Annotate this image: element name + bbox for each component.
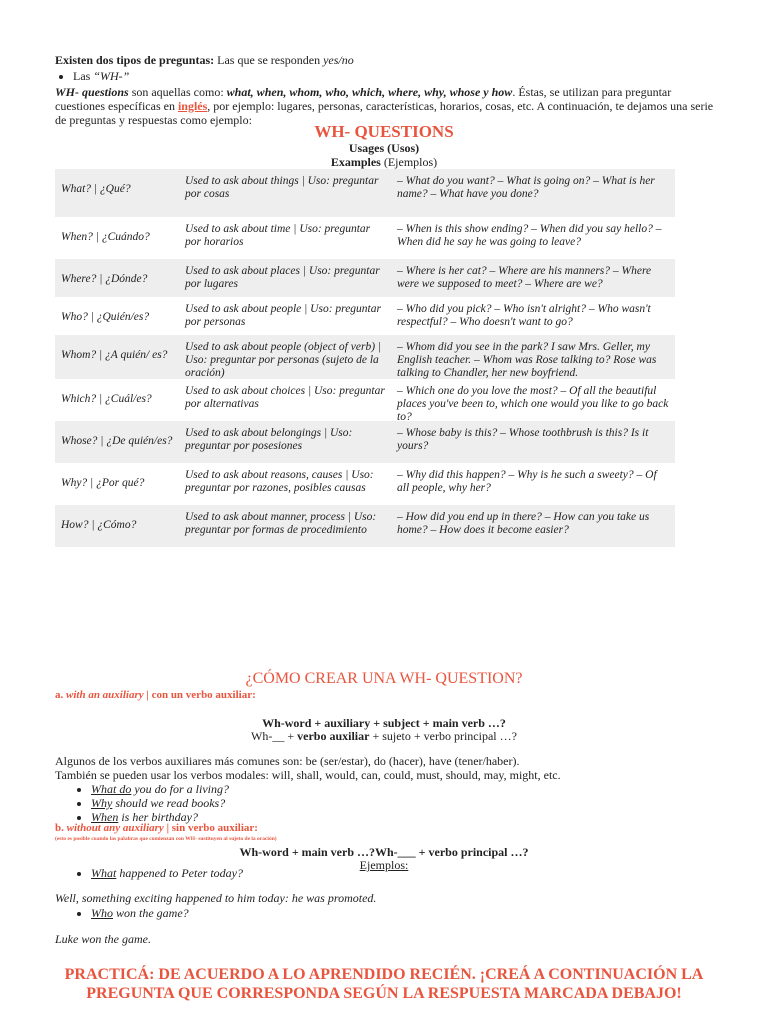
table-cell-usage: Used to ask about reasons, causes | Uso: preguntar por razones, posibles causas	[185, 469, 374, 494]
table-row	[55, 217, 675, 259]
examples-label: Examples (Ejemplos)	[330, 155, 438, 169]
table-cell-example: – When is this show ending? – When did you say hello? – When did he say he was going to leave?	[397, 223, 662, 248]
section-b-note: (esto es posible cuando las palabras que comienzan con WH- sustituyen al sujeto de la oración)	[55, 836, 277, 842]
example-1-answer: Well, something exciting happened to him today: he was promoted.	[55, 891, 377, 905]
intro-paragraph: WH- questions son aquellas como: what, when, whom, who, which, where, why, whose y how. Éstas, se utilizan para preguntar cuestiones específicas en inglés, por ejemplo: lugares, personas, características, horarios, cosas, etc. A continuación, te dejamos una serie de preguntas y respuestas como ejemplo:	[55, 85, 714, 127]
section-a-title: a. with an auxiliary | con un verbo auxiliar:	[55, 689, 256, 701]
table-row	[55, 169, 675, 217]
table-row	[55, 297, 675, 335]
table-cell-example: – Whom did you see in the park? I saw Mrs. Geller, my English teacher. – Whom was Rose talking to? Rose was talking to Chandler, her new boyfriend.	[391, 335, 675, 379]
table-cell-word: What? | ¿Qué?	[55, 169, 179, 217]
wh-table	[55, 169, 675, 547]
example-2-question: • Who won the game?	[55, 906, 189, 921]
auxiliaries-block	[55, 754, 720, 824]
example-2-answer: Luke won the game.	[55, 932, 151, 946]
ingles-link[interactable]: inglés	[177, 99, 208, 113]
table-cell-usage: Used to ask about places | Uso: preguntar por lugares	[179, 259, 391, 297]
table-cell-usage: Used to ask about time | Uso: preguntar por horarios	[185, 223, 371, 248]
table-row	[55, 421, 675, 463]
example-1-question: • What happened to Peter today?	[55, 866, 243, 881]
aux-examples-list	[91, 782, 720, 824]
table-cell-usage: Used to ask about people (object of verb) | Uso: preguntar por personas (sujeto de la oración)	[179, 335, 391, 379]
table-cell-example: – Who did you pick? – Who isn't alright? – Who wasn't respectful? – Who doesn't want to go?	[397, 303, 651, 328]
aux-line-1: Algunos de los verbos auxiliares más comunes son: be (ser/estar), do (hacer), have (tener/haber).	[55, 754, 520, 768]
table-row	[55, 259, 675, 297]
intro-bullet: • Las “WH-”	[73, 69, 720, 83]
list-item: • Why should we read books?	[91, 796, 720, 810]
formula-a-es: Wh-__ + verbo auxiliar + sujeto + verbo principal …?	[251, 729, 517, 743]
section-b-title: b. without any auxiliary | sin verbo auxiliar:	[55, 822, 258, 834]
usages-label: Usages (Usos)	[348, 141, 420, 155]
table-cell-usage: Used to ask about people | Uso: preguntar por personas	[185, 303, 381, 328]
table-cell-example: – Whose baby is this? – Whose toothbrush is this? Is it yours?	[391, 421, 675, 463]
table-cell-example: – Which one do you love the most? – Of all the beautiful places you've been to, which one would you like to go back to?	[397, 385, 669, 423]
table-cell-usage: Used to ask about things | Uso: preguntar por cosas	[179, 169, 391, 217]
table-cell-example: – Where is her cat? – Where are his manners? – Where were we supposed to meet? – Where are we?	[391, 259, 675, 297]
table-cell-usage: Used to ask about choices | Uso: preguntar por alternativas	[185, 385, 385, 410]
table-cell-example: – What do you want? – What is going on? – What is her name? – What have you done?	[391, 169, 675, 217]
practica-heading: PRACTICÁ: DE ACUERDO A LO APRENDIDO RECIÉN. ¡CREÁ A CONTINUACIÓN LA PREGUNTA QUE CORRESPONDA SEGÚN LA RESPUESTA MARCADA DEBAJO!	[64, 966, 704, 1002]
table-row	[55, 463, 675, 505]
table-cell-example: – How did you end up in there? – How can you take us home? – How does it become easier?	[391, 505, 675, 547]
aux-line-2: También se pueden usar los verbos modales: will, shall, would, can, could, must, should, may, might, etc.	[55, 768, 561, 782]
formula-a-en: Wh-word + auxiliary + subject + main verb …?	[262, 716, 506, 730]
table-cell-word: Why? | ¿Por qué?	[61, 477, 145, 489]
list-item: • When is her birthday?	[91, 810, 720, 824]
como-crear-heading: ¿CÓMO CREAR UNA WH- QUESTION?	[245, 670, 523, 687]
intro-lead: Existen dos tipos de preguntas: Las que se responden yes/no	[55, 53, 354, 67]
table-cell-word: Whose? | ¿De quién/es?	[55, 421, 179, 463]
table-row	[55, 505, 675, 547]
wh-questions-heading: WH- QUESTIONS	[314, 122, 454, 141]
ejemplos-label: Ejemplos:	[359, 858, 409, 872]
table-cell-example: – Why did this happen? – Why is he such a sweety? – Of all people, why her?	[397, 469, 657, 494]
table-row	[55, 379, 675, 421]
table-cell-usage: Used to ask about manner, process | Uso: preguntar por formas de procedimiento	[179, 505, 391, 547]
table-cell-word: Who? | ¿Quién/es?	[61, 311, 150, 323]
table-cell-word: When? | ¿Cuándo?	[61, 231, 150, 243]
table-cell-usage: Used to ask about belongings | Uso: preguntar por posesiones	[179, 421, 391, 463]
table-cell-word: Where? | ¿Dónde?	[55, 259, 179, 297]
intro-block	[55, 53, 720, 127]
table-cell-word: How? | ¿Cómo?	[55, 505, 179, 547]
formula-b: Wh-word + main verb …?Wh-___ + verbo principal …?	[239, 845, 529, 859]
table-row	[55, 335, 675, 379]
table-cell-word: Whom? | ¿A quién/ es?	[55, 335, 179, 379]
table-cell-word: Which? | ¿Cuál/es?	[61, 393, 152, 405]
list-item: • What do you do for a living?	[91, 782, 720, 796]
intro-bullets	[73, 69, 720, 83]
